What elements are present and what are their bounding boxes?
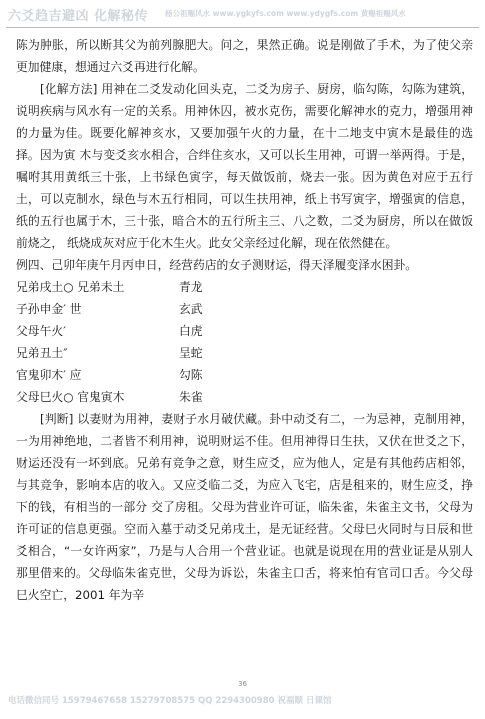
hexagram-row xyxy=(16,298,473,320)
hexagram-spirit: 玄武 xyxy=(179,302,203,316)
header-divider xyxy=(6,27,479,28)
paragraph-remedy-method: [化解方法] 用神在二爻发动化回头克，二爻为房子、厨房，临勾陈，勾陈为建筑，说明疾病与风水有一定的关系。用神休囚，被水克伤，需要化解神水的克力，增强用神的力量为佳。既要化解神亥水，又要加强午火的力量，在十二地支中寅木是最佳的选择。因为寅 木与变爻亥水相合，合绊住亥水，又可以长生用神，可谓一举两得。于是，嘱咐其用黄纸三十张，上书绿色寅字，每天做饭前，烧去一张。因为黄色对应于五行 土，可以克制水，绿色与木五行相同，可以生扶用神，纸上书写寅字，增强寅的信息，纸的五行也属于木，三十张，暗合木的五行所主三、八之数，二爻为厨房，所以在做饭前烧之， 纸烧成灰对应于化木生火。此女父亲经过化解，现在依然健在。 xyxy=(16,82,473,250)
page-number: 36 xyxy=(238,680,247,688)
page-footer: 电话微信同号 15979467658 15279708575 QQ 2294300980 祝福顺 日课馆 xyxy=(8,696,332,706)
hexagram-spirit: 朱雀 xyxy=(179,390,203,404)
hexagram-spirit: 呈蛇 xyxy=(179,346,203,360)
hexagram-row xyxy=(16,386,473,408)
paragraph-judgment: [判断] 以妻财为用神，妻财子水月破伏藏。卦中动爻有二，一为忌神，克制用神，一为用神绝地，二者皆不利用神，说明财运不佳。但用神得日生扶，又伏在世爻之下，财运还没有一坏到底。兄弟有竞争之意，财生应爻，应为他人，定是有其他药店相邻，与其竞争，影响本店的收入。又应爻临二爻，为应入飞宅，店是租来的，财生应爻，挣下的钱，有相当的一部分 交了房租。父母为营业许可证，临朱雀，朱雀主文书，父母为许可证的信息更强。空而入墓于动爻兄弟戌土，是无证经营。父母巳火同时与日辰和世爻相合，“一女许两家”，乃是与人合用一个营业证。也就是说现在用的营业证是从别人那里借来的。父母临朱雀克世，父母为诉讼，朱雀主口舌，将来怕有官司口舌。今父母巳火空亡，2001 年为辛 xyxy=(16,412,473,602)
hexagram-spirit: 青龙 xyxy=(179,280,203,294)
page-header xyxy=(0,0,485,30)
hexagram-row xyxy=(16,342,473,364)
hexagram-line: 子孙申金′ 世 xyxy=(16,302,82,316)
paragraph-diagnosis: 陈为肿胀，所以断其父为前列腺肥大。问之，果然正确。说是刚做了手术，为了使父亲更加健康，想通过六爻再进行化解。 xyxy=(16,38,473,74)
hexagram-line: 官鬼卯木′ 应 xyxy=(16,368,82,382)
hexagram-row xyxy=(16,276,473,298)
hexagram-line: 父母午火′ xyxy=(16,324,66,338)
header-websites: 杨公祖赐风水 www.ygkyfs.com www.ydygfs.com 黄赐祖赐风水 xyxy=(165,9,406,18)
hexagram-line: 兄弟丑土″ xyxy=(16,346,68,360)
document-body xyxy=(16,34,473,606)
hexagram-row xyxy=(16,364,473,386)
hexagram-row xyxy=(16,320,473,342)
header-title: 六爻趋吉避凶 化解秘传 xyxy=(8,9,149,24)
hexagram-line: 兄弟戌土○ 兄弟未土 xyxy=(16,280,125,294)
hexagram-spirit: 白虎 xyxy=(179,324,203,338)
hexagram-table xyxy=(16,276,473,408)
paragraph-example-four: 例四、己卯年庚午月丙申日，经营药店的女子测财运，得天泽履变泽水困卦。 xyxy=(16,258,418,272)
hexagram-line: 父母巳火○ 官鬼寅木 xyxy=(16,390,125,404)
hexagram-spirit: 勾陈 xyxy=(179,368,203,382)
